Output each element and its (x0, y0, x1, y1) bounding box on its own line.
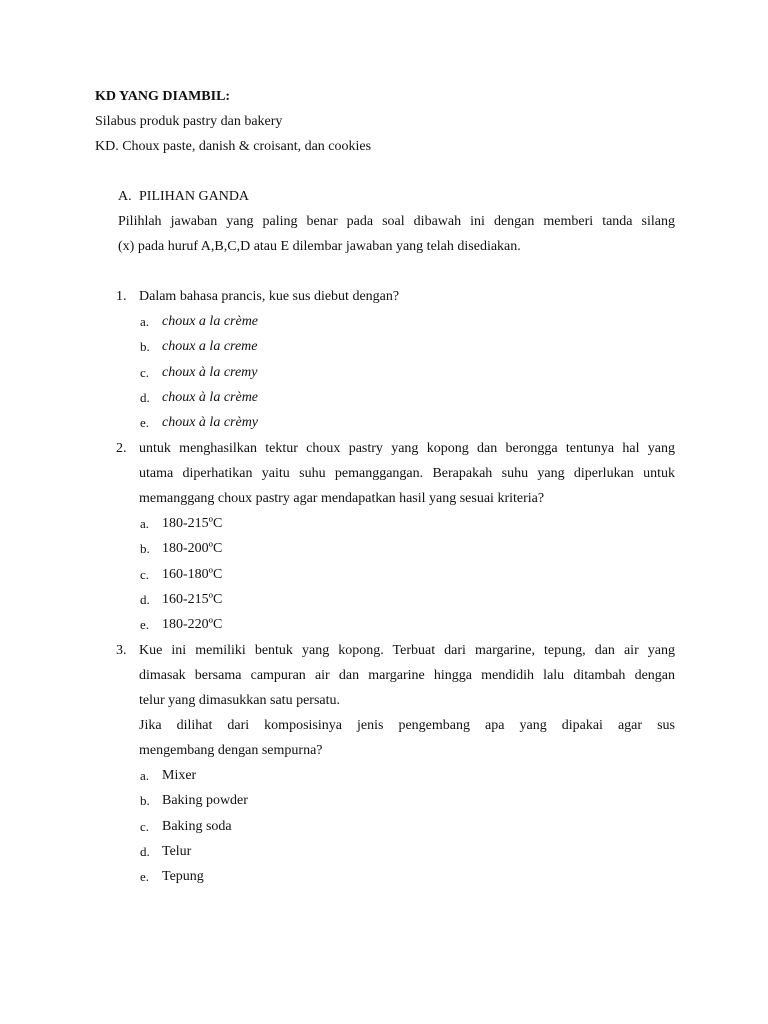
option-letter: e. (140, 869, 150, 884)
instruction-line-2: (x) pada huruf A,B,C,D atau E dilembar jawaban yang telah disediakan. (118, 239, 521, 254)
kd-line: KD. Choux paste, danish & croisant, dan cookies (95, 139, 372, 154)
option-letter: b. (140, 793, 150, 808)
option-text: Telur (162, 844, 192, 859)
question-3-text-line: Jika dilihat dari komposisinya jenis pengembang apa yang dipakai agar sus (139, 718, 675, 733)
option-text: choux à la cremy (162, 365, 258, 380)
option-text: choux a la crème (162, 314, 259, 329)
option-text: 160-215ºC (162, 592, 223, 607)
section-title: PILIHAN GANDA (139, 189, 250, 204)
option-letter: a. (140, 516, 150, 531)
option-text: 160-180ºC (162, 567, 223, 582)
question-2-text-line: utama diperhatikan yaitu suhu pemanggangan. Berapakah suhu yang diperlukan untuk (139, 466, 675, 481)
option-text: Mixer (162, 768, 197, 783)
option-letter: c. (140, 365, 150, 380)
option-text: choux à la crèmy (162, 415, 259, 430)
option-letter: c. (140, 567, 150, 582)
option-letter: a. (140, 314, 150, 329)
question-3-text-line: telur yang dimasukkan satu persatu. (139, 693, 341, 708)
option-letter: e. (140, 415, 150, 430)
kd-title: KD YANG DIAMBIL: (95, 89, 231, 104)
option-letter: d. (140, 390, 150, 405)
option-letter: c. (140, 819, 150, 834)
question-1-text: Dalam bahasa prancis, kue sus diebut dengan? (139, 289, 400, 304)
option-text: 180-200ºC (162, 541, 223, 556)
option-text: 180-215ºC (162, 516, 223, 531)
question-number: 1. (116, 289, 127, 304)
question-2-text-line: untuk menghasilkan tektur choux pastry yang kopong dan berongga tentunya hal yang (139, 441, 675, 456)
option-letter: a. (140, 768, 150, 783)
option-text: choux à la crème (162, 390, 259, 405)
option-letter: e. (140, 617, 150, 632)
option-letter: b. (140, 339, 150, 354)
question-number: 2. (116, 441, 127, 456)
option-text: Baking soda (162, 819, 232, 834)
question-3-text-line: Kue ini memiliki bentuk yang kopong. Terbuat dari margarine, tepung, dan air yang (139, 643, 675, 658)
instruction-line-1: Pilihlah jawaban yang paling benar pada soal dibawah ini dengan memberi tanda silang (118, 214, 675, 229)
option-letter: d. (140, 844, 150, 859)
option-text: Tepung (162, 869, 204, 884)
silabus-line: Silabus produk pastry dan bakery (95, 114, 283, 129)
option-text: Baking powder (162, 793, 248, 808)
option-letter: b. (140, 541, 150, 556)
section-marker: A. (118, 189, 132, 204)
option-letter: d. (140, 592, 150, 607)
option-text: choux a la creme (162, 339, 258, 354)
question-3-text-line: mengembang dengan sempurna? (139, 743, 323, 758)
question-number: 3. (116, 643, 127, 658)
option-text: 180-220ºC (162, 617, 223, 632)
question-2-text-line: memanggang choux pastry agar mendapatkan hasil yang sesuai kriteria? (139, 491, 545, 506)
question-3-text-line: dimasak bersama campuran air dan margarine hingga mendidih lalu ditambah dengan (139, 668, 675, 683)
